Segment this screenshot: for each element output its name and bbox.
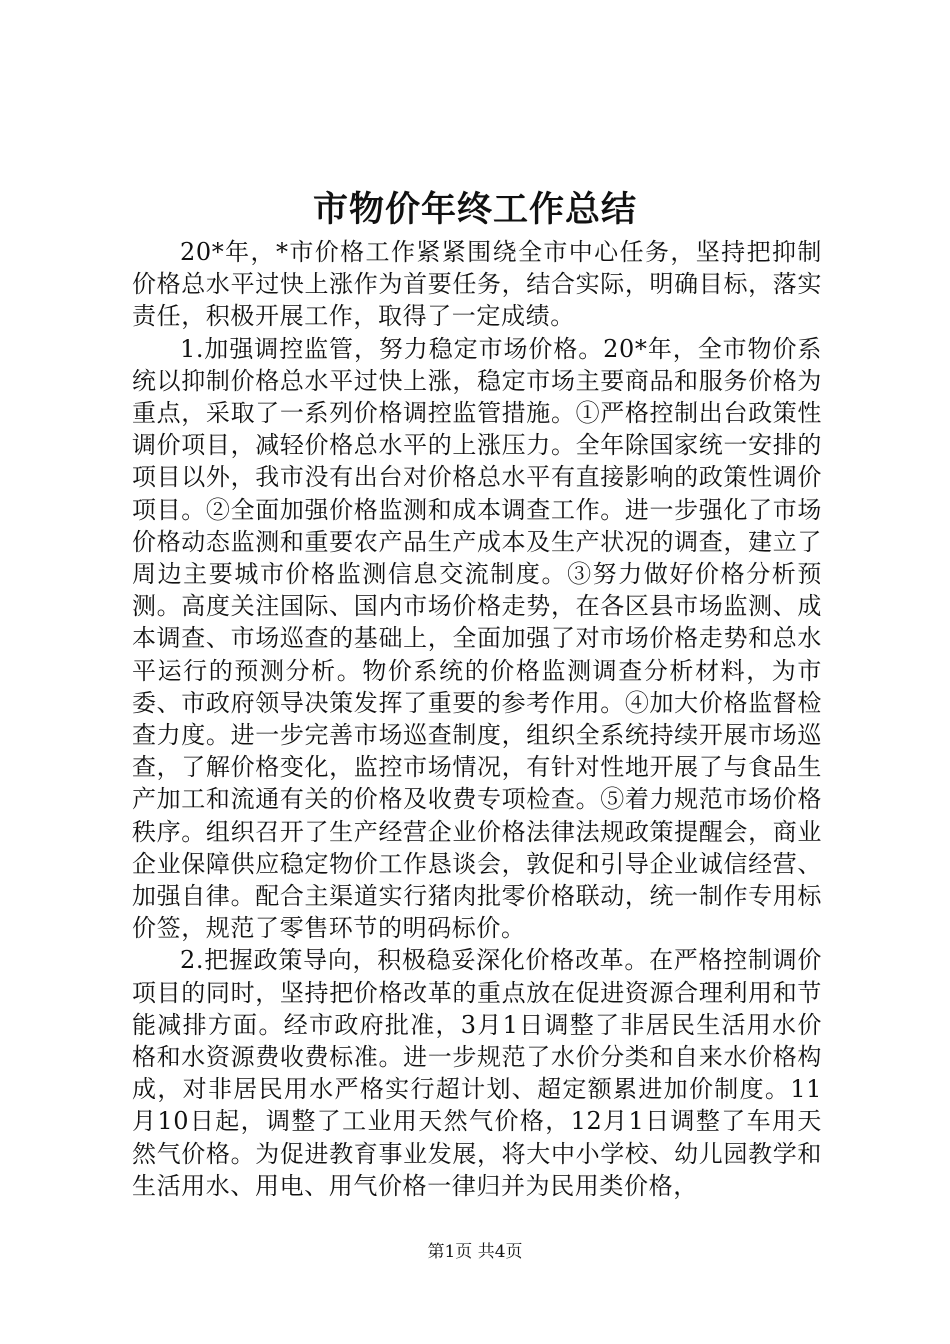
paragraph-section-1: 1.加强调控监管，努力稳定市场价格。20*年，全市物价系统以抑制价格总水平过快上涨，稳定市场主要商品和服务价格为重点，采取了一系列价格调控监管措施。①严格控制出台政策性调价项目，减轻价格总水平的上涨压力。全年除国家统一安排的项目以外，我市没有出台对价格总水平有直接影响的政策性调价项目。②全面加强价格监测和成本调查工作。进一步强化了市场价格动态监测和重要农产品生产成本及生产状况的调查，建立了周边主要城市价格监测信息交流制度。③努力做好价格分析预测。高度关注国际、国内市场价格走势，在各区县市场监测、成本调查、市场巡查的基础上，全面加强了对市场价格走势和总水平运行的预测分析。物价系统的价格监测调查分析材料，为市委、市政府领导决策发挥了重要的参考作用。④加大价格监督检查力度。进一步完善市场巡查制度，组织全系统持续开展市场巡查，了解价格变化，监控市场情况，有针对性地开展了与食品生产加工和流通有关的价格及收费专项检查。⑤着力规范市场价格秩序。组织召开了生产经营企业价格法律法规政策提醒会，商业企业保障供应稳定物价工作恳谈会，敦促和引导企业诚信经营、加强自律。配合主渠道实行猪肉批零价格联动，统一制作专用标价签，规范了零售环节的明码标价。	[132, 334, 822, 943]
page-number-footer: 第1页 共4页	[427, 1242, 523, 1262]
paragraph-section-2: 2.把握政策导向，积极稳妥深化价格改革。在严格控制调价项目的同时，坚持把价格改革的重点放在促进资源合理利用和节能减排方面。经市政府批准，3月1日调整了非居民生活用水价格和水资源费收费标准。进一步规范了水价分类和自来水价格构成，对非居民用水严格实行超计划、超定额累进加价制度。11月10日起，调整了工业用天然气价格，12月1日调整了车用天然气价格。为促进教育事业发展，将大中小学校、幼儿园教学和生活用水、用电、用气价格一律归并为民用类价格，	[132, 946, 822, 1200]
paragraph-intro: 20*年，*市价格工作紧紧围绕全市中心任务，坚持把抑制价格总水平过快上涨作为首要任务，结合实际，明确目标，落实责任，积极开展工作，取得了一定成绩。	[132, 238, 822, 331]
document-body	[132, 236, 822, 1202]
document-title: 市物价年终工作总结	[312, 189, 637, 230]
